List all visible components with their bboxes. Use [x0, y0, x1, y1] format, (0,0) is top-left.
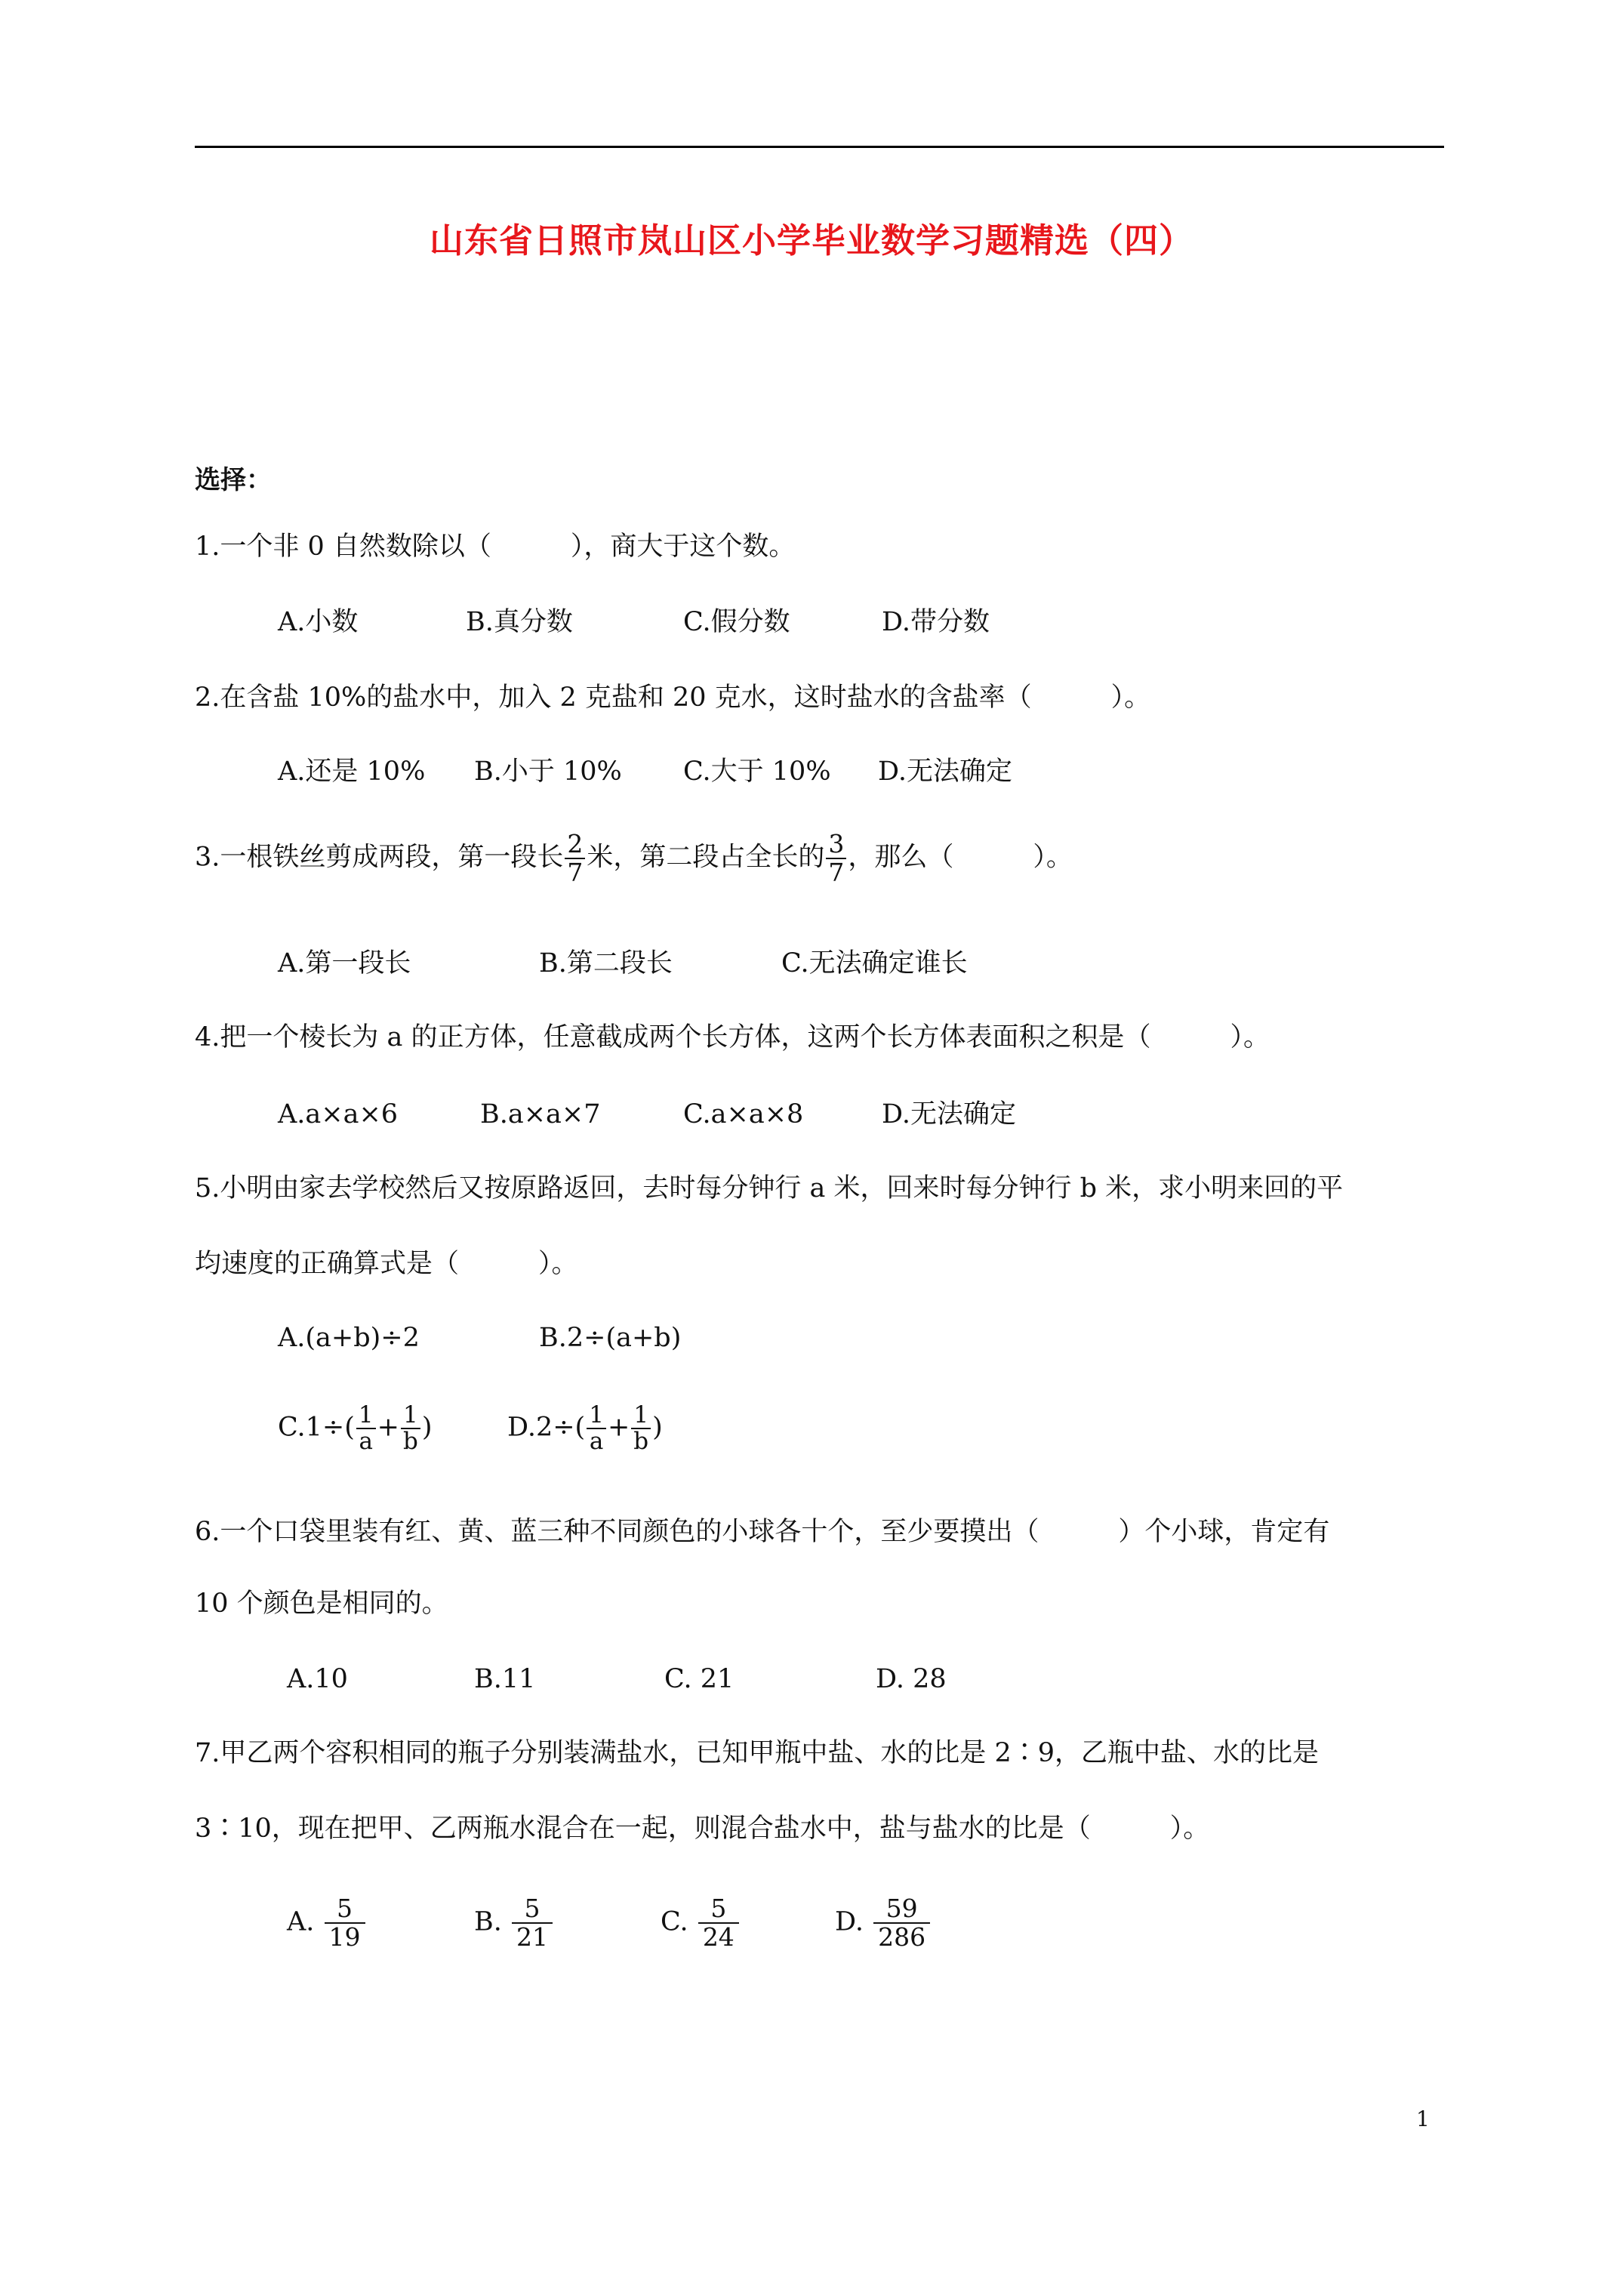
q7-option-a-fraction [325, 1895, 365, 1951]
q2-option-c: C.大于 10% [683, 757, 831, 787]
question-7-line-2: 3∶10，现在把甲、乙两瓶水混合在一起，则混合盐水中，盐与盐水的比是（ ）。 [195, 1814, 1210, 1844]
q4-option-c: C.a×a×8 [683, 1099, 804, 1130]
q5-c-fraction-1-over-b [401, 1403, 420, 1454]
q4-option-d: D.无法确定 [882, 1099, 1016, 1130]
q1-option-d: D.带分数 [882, 607, 990, 637]
option-label: B. [474, 1906, 502, 1937]
q5-d-fraction-1-over-a [587, 1403, 606, 1454]
question-1: 1.一个非 0 自然数除以（ ），商大于这个数。 [195, 532, 796, 562]
numerator: 1 [589, 1401, 604, 1428]
question-6-line-2: 10 个颜色是相同的。 [195, 1589, 448, 1619]
q1-option-b: B.真分数 [466, 607, 573, 637]
q5-option-c-prefix: C.1÷( [278, 1412, 355, 1443]
q7-option-b [474, 1895, 554, 1951]
section-heading: 选择： [195, 465, 272, 495]
q3-text-part2: 米，第二段占全长的 [587, 842, 825, 873]
question-6-line-1: 6.一个口袋里装有红、黄、蓝三种不同颜色的小球各十个，至少要摸出（ ）个小球，肯定有 [195, 1517, 1330, 1547]
q4-option-b: B.a×a×7 [480, 1099, 601, 1130]
q1-option-c: C.假分数 [683, 607, 790, 637]
q3-option-b: B.第二段长 [539, 948, 673, 978]
q6-option-d: D. 28 [876, 1664, 947, 1694]
q3-option-c: C.无法确定谁长 [781, 948, 968, 978]
option-label: D. [835, 1906, 864, 1937]
denominator: b [631, 1428, 651, 1454]
q6-option-c: C. 21 [664, 1664, 735, 1694]
denominator: 21 [512, 1922, 553, 1951]
numerator: 59 [885, 1894, 918, 1923]
option-label: A. [287, 1906, 315, 1937]
q2-option-a: A.还是 10% [278, 757, 426, 787]
page-title: 山东省日照市岚山区小学毕业数学习题精选（四） [429, 220, 1193, 260]
numerator: 1 [633, 1401, 649, 1428]
q2-option-d: D.无法确定 [878, 757, 1012, 787]
header-rule [195, 146, 1444, 148]
q3-fraction-share [826, 831, 846, 886]
question-5-line-1: 5.小明由家去学校然后又按原路返回，去时每分钟行 a 米，回来时每分钟行 b 米，求小明来回的平 [195, 1173, 1344, 1203]
q6-option-b: B.11 [474, 1664, 536, 1694]
q5-c-fraction-1-over-a [356, 1403, 376, 1454]
option-label: C. [661, 1906, 688, 1937]
numerator: 5 [710, 1894, 727, 1923]
q5-option-d [507, 1403, 663, 1454]
page-number: 1 [1416, 2106, 1430, 2131]
q5-option-c [278, 1403, 433, 1454]
q7-option-c [661, 1895, 741, 1951]
q7-option-d [835, 1895, 932, 1951]
q6-option-a: A.10 [287, 1664, 348, 1694]
q3-frac2-denominator: 7 [826, 858, 846, 886]
close-paren: ) [652, 1412, 663, 1443]
denominator: a [587, 1428, 606, 1454]
question-4: 4.把一个棱长为 a 的正方体，任意截成两个长方体，这两个长方体表面积之积是（ ）。 [195, 1022, 1270, 1052]
q7-option-b-fraction [512, 1895, 553, 1951]
question-3 [195, 831, 1073, 886]
denominator: 286 [873, 1922, 930, 1951]
q3-option-a: A.第一段长 [278, 948, 411, 978]
q3-frac1-denominator: 7 [565, 858, 585, 886]
q3-text-part1: 3.一根铁丝剪成两段，第一段长 [195, 842, 564, 873]
question-7-line-1: 7.甲乙两个容积相同的瓶子分别装满盐水，已知甲瓶中盐、水的比是 2∶9，乙瓶中盐、水的比是 [195, 1738, 1320, 1768]
numerator: 1 [403, 1401, 418, 1428]
q5-option-d-prefix: D.2÷( [507, 1412, 586, 1443]
close-paren: ) [421, 1412, 433, 1443]
q5-option-a: A.(a+b)÷2 [278, 1323, 420, 1353]
denominator: 19 [325, 1922, 365, 1951]
q4-option-a: A.a×a×6 [278, 1099, 399, 1130]
plus-sign: + [377, 1412, 399, 1443]
q5-d-fraction-1-over-b [631, 1403, 651, 1454]
q5-option-b: B.2÷(a+b) [539, 1323, 682, 1353]
q7-option-d-fraction [873, 1895, 930, 1951]
denominator: b [401, 1428, 420, 1454]
question-5-line-2: 均速度的正确算式是（ ）。 [195, 1249, 578, 1279]
q7-option-a [287, 1895, 367, 1951]
q2-option-b: B.小于 10% [474, 757, 622, 787]
q3-frac2-numerator: 3 [828, 829, 845, 858]
denominator: a [356, 1428, 376, 1454]
q3-frac1-numerator: 2 [567, 829, 584, 858]
q7-option-c-fraction [698, 1895, 739, 1951]
numerator: 5 [524, 1894, 540, 1923]
denominator: 24 [698, 1922, 739, 1951]
question-2: 2.在含盐 10%的盐水中，加入 2 克盐和 20 克水，这时盐水的含盐率（ ）。 [195, 683, 1151, 713]
numerator: 1 [358, 1401, 374, 1428]
q3-fraction-length [565, 831, 585, 886]
q1-option-a: A.小数 [278, 607, 359, 637]
numerator: 5 [337, 1894, 353, 1923]
plus-sign: + [607, 1412, 630, 1443]
q3-text-part3: ，那么（ ）。 [848, 842, 1073, 873]
